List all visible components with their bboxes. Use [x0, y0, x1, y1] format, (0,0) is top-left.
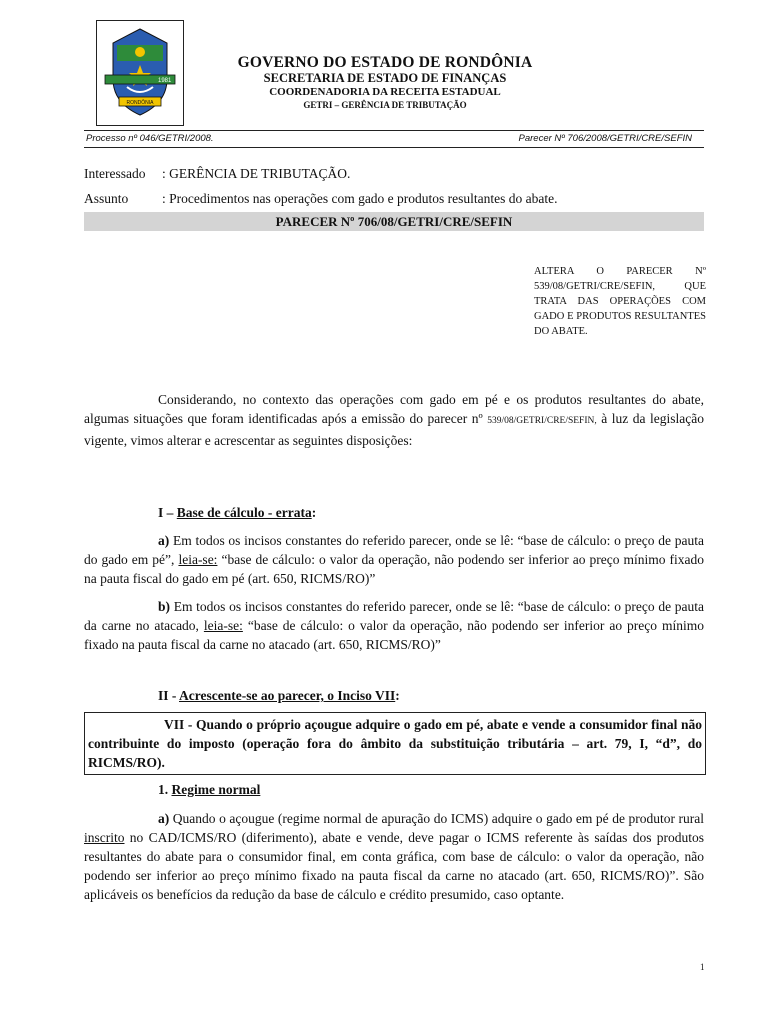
header-secretariat: SECRETARIA DE ESTADO DE FINANÇAS: [263, 71, 507, 85]
item-b-label: b): [158, 599, 171, 614]
item-a-leia-se: leia-se:: [178, 552, 218, 567]
item-a-text-1: Em todos os incisos constantes do referido parecer, onde se lê: “base de cálculo: o preço de pauta do gado em pé”,: [84, 533, 704, 567]
item-b-text-1: Em todos os incisos constantes do referido parecer, onde se lê: “base de cálculo: o preço de pauta da carne no atacado,: [84, 599, 704, 633]
intro-reference: 539/08/GETRI/CRE/SEFIN,: [487, 416, 597, 426]
header-government: GOVERNO DO ESTADO DE RONDÔNIA: [237, 54, 533, 71]
item-a-text-2: “base de cálculo: o valor da operação, não podendo ser inferior ao preço mínimo fixado na pauta fiscal do gado em pé (art. 650, RICMS/RO)”: [84, 552, 705, 586]
regime-a-text-2: no CAD/ICMS/RO (diferimento), abate e vende, deve pagar o ICMS referente às saídas dos produtos resultantes do abate para o consumidor final, em conta gráfica, com base de cálculo: o valor da operação, não podendo ser inferior ao preço mínimo fixado na pauta fiscal da carne no atacado (art. 650, RICMS/RO)”. São aplicáveis os benefícios da redução da base de cálculo e crédito presumido, caso optante.: [84, 830, 704, 902]
item-b-paragraph: [84, 597, 704, 654]
interessado-row: [84, 166, 350, 182]
section-2-prefix: II -: [158, 688, 180, 703]
item-b-text-2: “base de cálculo: o valor da operação, não podendo ser inferior ao preço mínimo fixado na pauta fiscal da carne no atacado (art. 650, RICMS/RO)”: [84, 618, 704, 652]
intro-text-2: à luz da legislação vigente, vimos alterar e acrescentar as seguintes disposições:: [84, 411, 705, 448]
header-division: GETRI – GERÊNCIA DE TRIBUTAÇÃO: [303, 100, 467, 110]
item-a-paragraph: [84, 531, 704, 588]
parecer-reference: Parecer Nº 706/2008/GETRI/CRE/SEFIN: [518, 133, 692, 144]
regime-a-paragraph: [84, 809, 704, 904]
section-2-heading: [158, 688, 400, 704]
assunto-row: [84, 191, 558, 207]
section-2-title: Acrescente-se ao parecer, o Inciso VII: [179, 688, 396, 703]
page-number: 1: [700, 962, 705, 972]
interessado-label: Interessado: [84, 166, 146, 181]
assunto-value: : Procedimentos nas operações com gado e produtos resultantes do abate.: [162, 191, 558, 206]
section-1-prefix: I –: [158, 505, 177, 520]
section-2-suffix: :: [395, 688, 400, 703]
intro-text-1: Considerando, no contexto das operações com gado em pé e os produtos resultantes do abate, algumas situações que foram identificadas após a emissão do parecer nº: [84, 392, 704, 426]
section-1-suffix: :: [311, 505, 317, 520]
section-1-title: Base de cálculo - errata: [176, 505, 312, 520]
crest-year: 1981: [158, 78, 172, 84]
intro-paragraph: [84, 390, 704, 450]
regime-a-inscrito: inscrito: [84, 830, 125, 845]
parecer-title: PARECER Nº 706/08/GETRI/CRE/SEFIN: [84, 212, 704, 231]
section-1-heading: [158, 505, 316, 521]
assunto-label: Assunto: [84, 191, 129, 206]
interessado-value: : GERÊNCIA DE TRIBUTAÇÃO.: [162, 166, 351, 181]
regime-heading: [158, 782, 260, 798]
regime-title: Regime normal: [171, 782, 261, 797]
regime-a-label: a): [158, 811, 170, 826]
process-reference-line: [84, 130, 704, 148]
crest-label: RONDÔNIA: [126, 100, 154, 106]
state-coat-of-arms: [96, 20, 184, 126]
inciso-vii-text: VII - Quando o próprio açougue adquire o gado em pé, abate e vende a consumidor final não contribuinte do imposto (operação fora do âmbito da substituição tributária – art. 79, I, “d”, do RICMS/RO).: [88, 717, 702, 770]
process-number: Processo nº 046/GETRI/2008.: [86, 133, 214, 144]
ementa-summary: ALTERA O PARECER Nº 539/08/GETRI/CRE/SEFIN, QUE TRATA DAS OPERAÇÕES COM GADO E PRODUTOS RESULTANTES DO ABATE.: [534, 266, 706, 337]
regime-prefix: 1.: [158, 782, 172, 797]
inciso-vii-box: [84, 712, 706, 775]
item-a-label: a): [158, 533, 170, 548]
regime-a-text-1: Quando o açougue (regime normal de apuração do ICMS) adquire o gado em pé de produtor rural: [169, 811, 704, 826]
item-b-leia-se: leia-se:: [203, 618, 243, 633]
header-coordination: COORDENADORIA DA RECEITA ESTADUAL: [269, 86, 501, 98]
